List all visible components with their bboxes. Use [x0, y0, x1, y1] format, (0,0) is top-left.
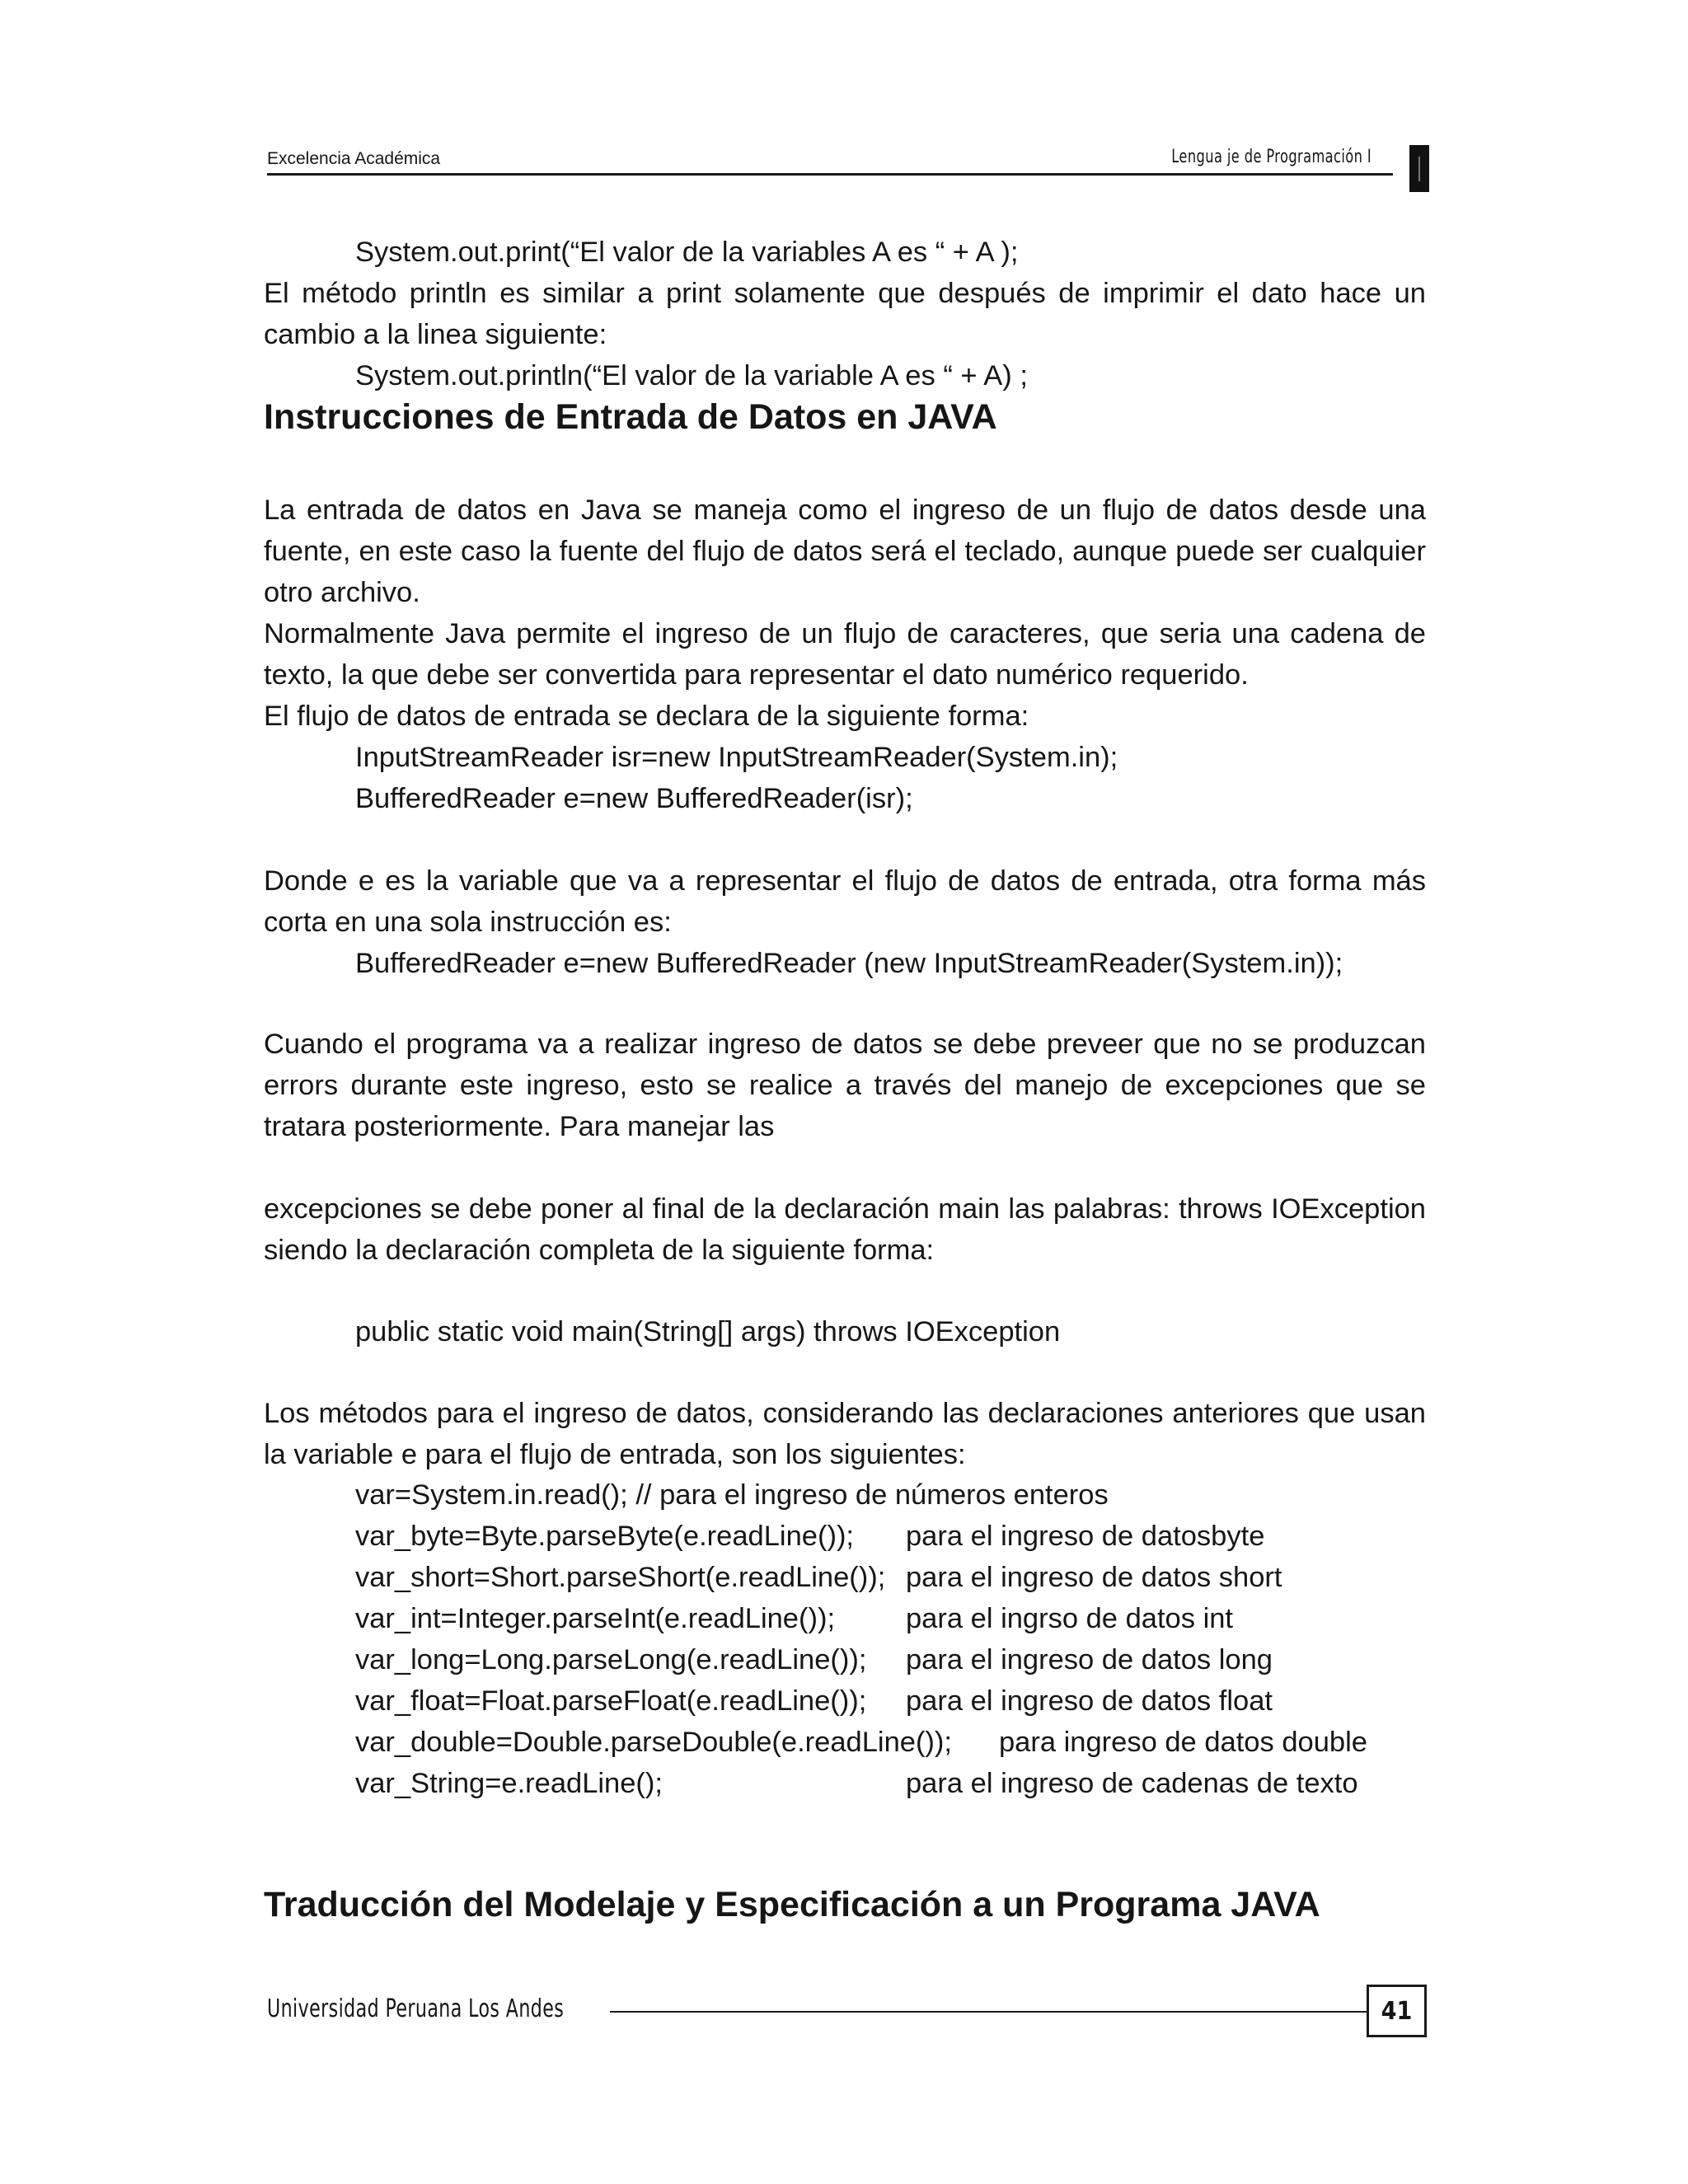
- method-description: para el ingrso de datos int: [906, 1603, 1234, 1634]
- code-line-println: System.out.println(“El valor de la variable A es “ + A) ;: [355, 360, 1028, 391]
- code-line-bufferedreader: BufferedReader e=new BufferedReader(isr);: [355, 783, 913, 814]
- list-item: [355, 1557, 1427, 1598]
- paragraph-println: El método println es similar a print solamente que después de imprimir el dato hace un cambio a la linea siguiente:: [264, 278, 1426, 350]
- list-item: [355, 1680, 1427, 1722]
- method-code: var_String=e.readLine();: [355, 1768, 663, 1799]
- method-code: var_double=Double.parseDouble(e.readLine());: [355, 1727, 952, 1758]
- paragraph-flujo: El flujo de datos de entrada se declara de la siguiente forma:: [264, 701, 1029, 732]
- list-item: [355, 1516, 1427, 1557]
- list-item: [355, 1639, 1427, 1680]
- method-description: para el ingreso de cadenas de texto: [906, 1768, 1358, 1799]
- method-code: var_float=Float.parseFloat(e.readLine());: [355, 1685, 867, 1717]
- code-line-print: System.out.print(“El valor de la variables A es “ + A );: [355, 237, 1019, 268]
- paragraph-excepciones: excepciones se debe poner al final de la declaración main las palabras: throws IOException siendo la declaración completa de la siguiente forma:: [264, 1193, 1426, 1266]
- paragraph-normalmente: Normalmente Java permite el ingreso de un flujo de caracteres, que seria una cadena de texto, la que debe ser convertida para representar el dato numérico requerido.: [264, 618, 1426, 691]
- list-item: [355, 1763, 1427, 1804]
- section-heading-traduccion: Traducción del Modelaje y Especificación a un Programa JAVA: [264, 1885, 1320, 1924]
- section-heading-entrada: Instrucciones de Entrada de Datos en JAVA: [264, 397, 997, 437]
- header-left-text: Excelencia Académica: [267, 149, 441, 168]
- method-description: para el ingreso de datos float: [906, 1685, 1273, 1717]
- header-right-text: Lengua je de Programación I: [1171, 147, 1372, 167]
- list-item: [355, 1722, 1427, 1763]
- method-description: para el ingreso de datos short: [906, 1562, 1282, 1593]
- method-description: para el ingreso de datosbyte: [906, 1521, 1265, 1552]
- paragraph-metodos: Los métodos para el ingreso de datos, considerando las declaraciones anteriores que usan la variable e para el flujo de entrada, son los siguientes:: [264, 1398, 1426, 1470]
- method-code: var_int=Integer.parseInt(e.readLine());: [355, 1603, 836, 1634]
- paragraph-entrada: La entrada de datos en Java se maneja como el ingreso de un flujo de datos desde una fuente, en este caso la fuente del flujo de datos será el teclado, aunque puede ser cualquier otro archivo.: [264, 494, 1426, 608]
- paragraph-cuando: Cuando el programa va a realizar ingreso de datos se debe preveer que no se produzcan errors durante este ingreso, esto se realice a través del manejo de excepciones que se tratara posteriormente. Para manejar las: [264, 1029, 1426, 1142]
- paragraph-donde: Donde e es la variable que va a representar el flujo de datos de entrada, otra forma más corta en una sola instrucción es:: [264, 865, 1426, 938]
- header-rule: [267, 173, 1393, 176]
- list-item: [355, 1598, 1427, 1639]
- method-code: var_short=Short.parseShort(e.readLine());: [355, 1562, 886, 1593]
- page-number: 41: [1367, 1985, 1427, 2037]
- methods-list: [355, 1516, 1427, 1804]
- method-code: var_long=Long.parseLong(e.readLine());: [355, 1644, 867, 1675]
- method-description: para el ingreso de datos long: [906, 1644, 1273, 1675]
- code-line-main: public static void main(String[] args) throws IOException: [355, 1316, 1061, 1347]
- footer-rule: [610, 2011, 1368, 2013]
- method-code: var_byte=Byte.parseByte(e.readLine());: [355, 1521, 855, 1552]
- header-edge-marker: [1409, 145, 1429, 192]
- footer-university-text: Universidad Peruana Los Andes: [267, 1994, 565, 2023]
- code-line-read: var=System.in.read(); // para el ingreso de números enteros: [355, 1479, 1109, 1511]
- code-line-bufferedreader-short: BufferedReader e=new BufferedReader (new InputStreamReader(System.in));: [355, 948, 1343, 979]
- method-description: para ingreso de datos double: [999, 1727, 1367, 1758]
- code-line-isr: InputStreamReader isr=new InputStreamReader(System.in);: [355, 742, 1118, 773]
